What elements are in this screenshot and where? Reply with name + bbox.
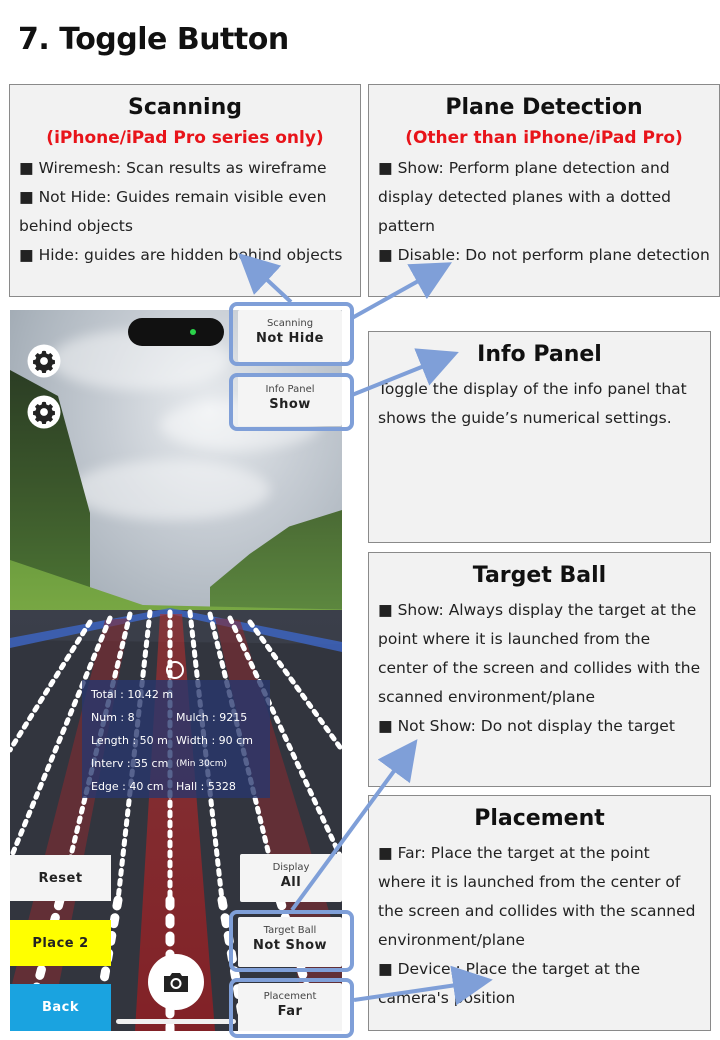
target-ball-line: ■ Not Show: Do not display the target (378, 717, 675, 735)
scanning-subtitle: (iPhone/iPad Pro series only) (46, 128, 324, 148)
back-button[interactable]: Back (10, 984, 111, 1031)
placement-title: Placement (474, 806, 605, 831)
place-button[interactable]: Place 2 (10, 920, 111, 966)
display-toggle-value: All (280, 875, 302, 890)
info-panel-toggle-value: Show (269, 397, 311, 412)
info-panel-line: Toggle the display of the info panel that shows the guide’s numerical settings. (378, 380, 687, 427)
reset-button[interactable]: Reset (10, 855, 111, 901)
target-ball-line: ■ Show: Always display the target at the point where it is launched from the center of the screen and collides with the scanned environment/plane (378, 601, 701, 706)
placement-toggle-value: Far (277, 1004, 303, 1019)
scanning-toggle-value: Not Hide (255, 331, 324, 346)
overlay-edge: Edge : 40 cm (91, 780, 164, 793)
target-ball-title: Target Ball (472, 563, 607, 588)
plane-detection-subtitle: (Other than iPhone/iPad Pro) (405, 128, 683, 148)
overlay-length: Length : 50 m (91, 734, 168, 747)
placement-line: ■ Far: Place the target at the point where it is launched from the center of the screen and collides with the scanned environment/plane (378, 844, 696, 949)
target-ball-toggle-label: Target Ball (263, 925, 317, 936)
plane-detection-line: ■ Show: Perform plane detection and display detected planes with a dotted pattern (378, 159, 671, 235)
placement-line: ■ Device : Place the target at the camera's position (378, 960, 641, 1007)
scanning-title: Scanning (127, 95, 242, 120)
plane-detection-line: ■ Disable: Do not perform plane detection (378, 246, 710, 264)
overlay-num: Num : 8 (91, 711, 135, 724)
placement-toggle-label: Placement (263, 991, 317, 1002)
target-ball-toggle-value: Not Show (252, 938, 328, 953)
overlay-mulch: Mulch : 9215 (176, 711, 248, 724)
scanning-line: ■ Hide: guides are hidden behind objects (19, 246, 343, 264)
page-title: 7. Toggle Button (18, 22, 289, 57)
plane-detection-title: Plane Detection (445, 95, 643, 120)
overlay-min: (Min 30cm) (176, 759, 228, 769)
display-toggle-label: Display (272, 862, 310, 873)
overlay-interval: Interv : 35 cm (91, 757, 169, 770)
scanning-line: ■ Wiremesh: Scan results as wireframe (19, 159, 327, 177)
overlay-width: Width : 90 cm (176, 734, 253, 747)
info-panel-toggle-label: Info Panel (265, 384, 315, 395)
scanning-toggle-label: Scanning (266, 318, 314, 329)
info-panel-title: Info Panel (477, 342, 602, 367)
scanning-line: ■ Not Hide: Guides remain visible even behind objects (19, 188, 327, 235)
overlay-total: Total : 10.42 m (91, 688, 174, 701)
overlay-hall: Hall : 5328 (176, 780, 236, 793)
